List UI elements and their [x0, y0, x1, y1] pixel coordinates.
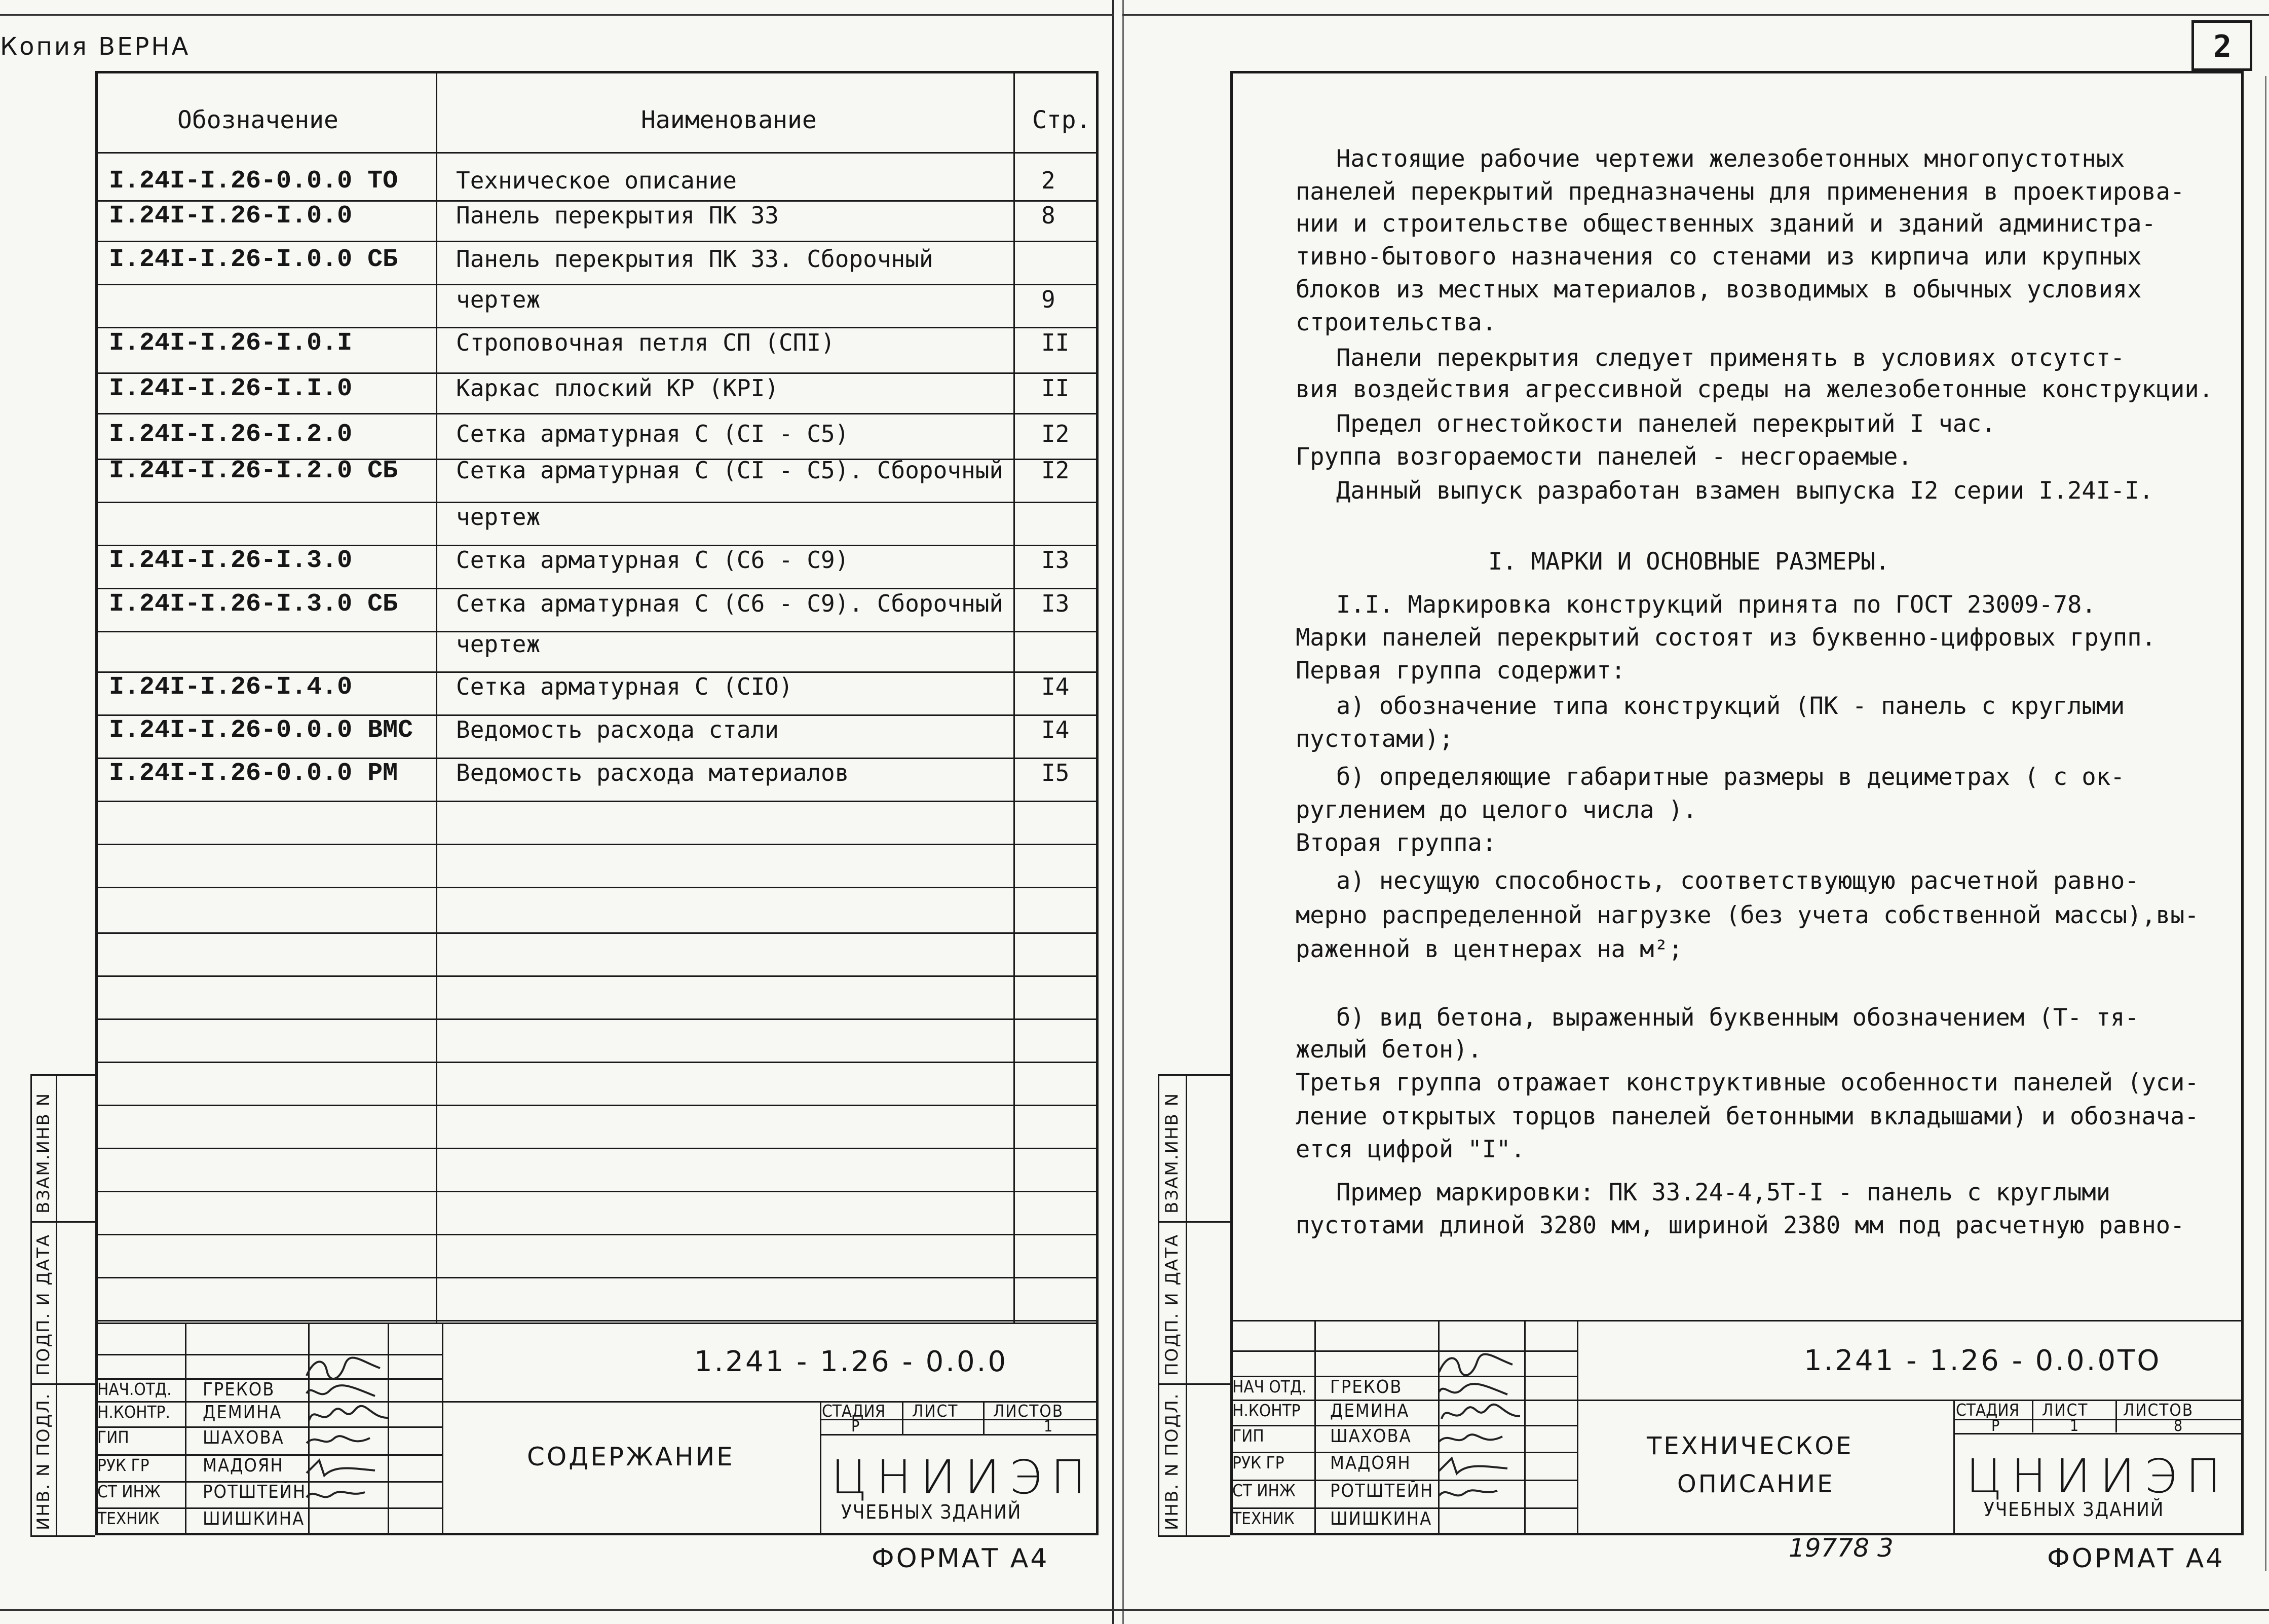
- body-line: Третья группа отражает конструктивные особенности панелей (уси-: [1296, 1069, 2199, 1097]
- row-code: I.24I-I.26-I.4.0: [109, 673, 353, 702]
- table-rule: [95, 241, 1099, 242]
- signature: [1436, 1426, 1523, 1454]
- right-page-top-edge: [1122, 14, 2269, 16]
- row-page: 2: [1041, 167, 1055, 194]
- r-side-strip-line-1: [1158, 1074, 1159, 1535]
- format-label-right: ФОРМАТ А4: [2047, 1543, 2225, 1574]
- r-side-label-3: ИНВ. N ПОДЛ.: [1162, 1392, 1182, 1530]
- role-label: РУК ГР: [97, 1455, 149, 1475]
- signature: [1436, 1453, 1523, 1481]
- rtb-h1: [1230, 1350, 1577, 1352]
- left-col-line-2: [1013, 71, 1015, 1323]
- copy-stamp: Копия ВЕРНА: [0, 32, 191, 61]
- person-name: МАДОЯН: [1330, 1453, 1411, 1474]
- table-rule: [95, 588, 1099, 589]
- table-rule: [95, 413, 1099, 414]
- row-code: I.24I-I.26-I.3.0 СБ: [109, 590, 398, 619]
- table-rule: [95, 1191, 1099, 1192]
- org-name-right: ЦНИИЭП: [1966, 1449, 2230, 1503]
- role-label: НАЧ ОТД.: [1232, 1377, 1307, 1396]
- table-rule: [95, 502, 1099, 503]
- person-name: ШАХОВА: [1330, 1426, 1412, 1447]
- table-rule: [95, 932, 1099, 934]
- signature: [1436, 1401, 1523, 1429]
- signature: [304, 1482, 390, 1510]
- row-code: I.24I-I.26-I.0.0: [109, 202, 353, 231]
- role-label: ТЕХНИК: [1232, 1508, 1295, 1528]
- body-line: Вторая группа:: [1296, 829, 1497, 857]
- body-line: руглением до целого числа ).: [1296, 796, 1697, 824]
- rtb-v1: [1314, 1320, 1316, 1535]
- rtb-v7: [2115, 1400, 2117, 1432]
- table-rule: [95, 327, 1099, 328]
- sheets-value-right: 8: [2174, 1417, 2184, 1435]
- side-strip-bottom: [30, 1535, 95, 1537]
- tb-v5: [820, 1401, 821, 1535]
- r-side-label-2: ПОДП. И ДАТА: [1162, 1233, 1182, 1376]
- body-line: Пример маркировки: ПК 33.24-4,5Т-I - панель с круглыми: [1336, 1179, 2111, 1206]
- body-line: тивно-бытового назначения со стенами из кирпича или крупных: [1296, 243, 2142, 271]
- sheet-title-line2: ОПИСАНИЕ: [1677, 1470, 1835, 1498]
- org-name: ЦНИИЭП: [831, 1450, 1095, 1504]
- tb-v6: [902, 1401, 903, 1434]
- row-code: I.24I-I.26-0.0.0 ВМС: [109, 716, 413, 745]
- body-line: I. МАРКИ И ОСНОВНЫЕ РАЗМЕРЫ.: [1488, 548, 1890, 576]
- row-page: 8: [1041, 202, 1055, 229]
- table-rule: [95, 152, 1099, 154]
- sheet-label-right: ЛИСТ: [2042, 1400, 2089, 1420]
- side-strip-line-2: [56, 1074, 57, 1535]
- rtb-top: [1230, 1320, 2244, 1321]
- table-rule: [95, 887, 1099, 888]
- body-line: ется цифрой "I".: [1296, 1136, 1525, 1163]
- body-line: блоков из местных материалов, возводимых в обычных условиях: [1296, 276, 2142, 304]
- table-rule: [95, 975, 1099, 977]
- row-page: I5: [1041, 759, 1070, 786]
- body-line: раженной в центнерах на м²;: [1296, 935, 1683, 963]
- page-divider-2: [1122, 0, 1124, 1624]
- right-margin-edge: [2265, 76, 2266, 1571]
- body-line: панелей перекрытий предназначены для применения в проектирова-: [1296, 178, 2185, 206]
- row-name: Сетка арматурная С (С6 - С9). Сборочный: [456, 590, 1004, 617]
- role-label: Н.КОНТР: [1232, 1401, 1301, 1420]
- person-name: ШИШКИНА: [1330, 1508, 1432, 1529]
- row-name: Каркас плоский КР (КРI): [456, 374, 779, 402]
- body-line: ление открытых торцов панелей бетонными вкладышами) и обознача-: [1296, 1103, 2199, 1130]
- row-page: II: [1041, 329, 1070, 356]
- person-name: ШИШКИНА: [203, 1508, 305, 1529]
- role-label: ГИП: [1232, 1426, 1264, 1446]
- tb-v4: [442, 1323, 443, 1535]
- role-label: РУК ГР: [1232, 1453, 1284, 1472]
- designation-right: 1.241 - 1.26 - 0.0.0ТО: [1804, 1344, 2162, 1377]
- row-name: Ведомость расхода стали: [456, 716, 779, 743]
- row-name: Сетка арматурная С (С6 - С9): [456, 546, 849, 574]
- body-line: строительства.: [1296, 309, 1497, 336]
- tb-h9: [820, 1434, 1099, 1436]
- body-line: Настоящие рабочие чертежи железобетонных многопустотных: [1336, 145, 2125, 173]
- body-line: Данный выпуск разработан взамен выпуска I2 серии I.24I-I.: [1336, 477, 2153, 505]
- row-name: Панель перекрытия ПК 33: [456, 202, 779, 229]
- rtb-v3: [1524, 1320, 1526, 1535]
- row-name: Сетка арматурная С (СI - С5). Сборочный: [456, 457, 1004, 484]
- signature: [1436, 1481, 1523, 1508]
- stage-value: Р: [851, 1418, 861, 1436]
- r-side-strip-h1: [1158, 1221, 1230, 1223]
- row-name: чертеж: [456, 503, 541, 531]
- person-name: МАДОЯН: [203, 1455, 284, 1476]
- table-rule: [95, 1234, 1099, 1235]
- side-strip-h2: [30, 1383, 95, 1385]
- person-name: ГРЕКОВ: [203, 1379, 275, 1400]
- format-label: ФОРМАТ А4: [872, 1543, 1049, 1574]
- body-line: б) вид бетона, выраженный буквенным обозначением (Т- тя-: [1336, 1004, 2139, 1032]
- table-rule: [95, 801, 1099, 802]
- signature: [1436, 1352, 1523, 1380]
- role-label: СТ ИНЖ: [1232, 1481, 1296, 1500]
- row-page: I3: [1041, 590, 1070, 617]
- sheet-title-line1: ТЕХНИЧЕСКОЕ: [1647, 1432, 1854, 1460]
- page-number: 2: [2213, 29, 2232, 64]
- r-side-label-1: ВЗАМ.ИНВ N: [1162, 1092, 1182, 1214]
- sheet-value: 1: [1044, 1418, 1054, 1436]
- table-rule: [95, 1148, 1099, 1149]
- row-page: II: [1041, 374, 1070, 402]
- role-label: ТЕХНИК: [97, 1508, 160, 1528]
- row-name: Сетка арматурная С (СI - С5): [456, 420, 849, 447]
- signature: [1436, 1377, 1523, 1405]
- row-page: I3: [1041, 546, 1070, 574]
- archive-number: 19778 3: [1789, 1533, 1894, 1563]
- header-code: Обозначение: [177, 106, 338, 134]
- rtb-v4: [1577, 1320, 1578, 1535]
- body-line: Первая группа содержит:: [1296, 657, 1625, 685]
- row-code: I.24I-I.26-I.2.0 СБ: [109, 457, 398, 485]
- body-line: мерно распределенной нагрузке (без учета собственной массы),вы-: [1296, 901, 2199, 929]
- sheets-label-right: ЛИСТОВ: [2123, 1400, 2194, 1420]
- row-code: I.24I-I.26-I.2.0: [109, 420, 353, 449]
- person-name: ДЕМИНА: [203, 1402, 282, 1423]
- row-name: Панель перекрытия ПК 33. Сборочный: [456, 245, 933, 273]
- sheet-title: СОДЕРЖАНИЕ: [527, 1442, 735, 1471]
- body-line: а) несущую способность, соответствующую расчетной равно-: [1336, 867, 2139, 895]
- side-strip-top: [30, 1074, 95, 1076]
- row-name: Строповочная петля СП (СПI): [456, 329, 835, 356]
- row-name: чертеж: [456, 286, 541, 313]
- side-strip-line-1: [30, 1074, 32, 1535]
- r-side-strip-bottom: [1158, 1535, 1230, 1537]
- body-line: Группа возгораемости панелей - несгораемые.: [1296, 443, 1912, 471]
- row-name: Сетка арматурная С (СIО): [456, 673, 793, 700]
- tb-v7: [983, 1401, 985, 1434]
- side-label-2: ПОДП. И ДАТА: [33, 1233, 54, 1376]
- header-page: Стр.: [1032, 106, 1091, 134]
- body-line: Марки панелей перекрытий состоят из буквенно-цифровых групп.: [1296, 624, 2156, 652]
- r-side-strip-h2: [1158, 1383, 1230, 1385]
- org-subtitle-right: УЧЕБНЫХ ЗДАНИЙ: [1984, 1498, 2165, 1521]
- sheet-label: ЛИСТ: [912, 1401, 959, 1421]
- table-rule: [95, 372, 1099, 374]
- table-rule: [95, 844, 1099, 845]
- left-frame: [95, 71, 1099, 1535]
- table-rule: [95, 1277, 1099, 1278]
- table-rule: [95, 1018, 1099, 1020]
- body-line: б) определяющие габаритные размеры в дециметрах ( с ок-: [1336, 763, 2125, 791]
- stage-label-right: СТАДИЯ: [1956, 1400, 2020, 1420]
- table-rule: [95, 1062, 1099, 1063]
- body-line: Панели перекрытия следует применять в условиях отсутст-: [1336, 344, 2125, 372]
- role-label: ГИП: [97, 1427, 129, 1447]
- sheet-value-right: 1: [2070, 1417, 2080, 1435]
- row-code: I.24I-I.26-0.0.0 ТО: [109, 167, 398, 196]
- row-page: I4: [1041, 716, 1070, 743]
- row-code: I.24I-I.26-I.3.0: [109, 546, 353, 575]
- page-divider: [1112, 0, 1114, 1624]
- row-code: I.24I-I.26-0.0.0 РМ: [109, 759, 398, 788]
- tb-top: [95, 1323, 1099, 1324]
- table-rule: [95, 1320, 1099, 1321]
- row-code: I.24I-I.26-I.I.0: [109, 374, 353, 403]
- org-subtitle: УЧЕБНЫХ ЗДАНИЙ: [841, 1501, 1022, 1523]
- body-line: а) обозначение типа конструкций (ПК - панель с круглыми: [1336, 692, 2125, 720]
- person-name: ДЕМИНА: [1330, 1401, 1410, 1421]
- role-label: НАЧ.ОТД.: [97, 1379, 172, 1399]
- body-line: Предел огнестойкости панелей перекрытий I час.: [1336, 410, 1996, 438]
- table-rule: [95, 631, 1099, 632]
- side-label-1: ВЗАМ.ИНВ N: [33, 1092, 54, 1214]
- table-rule: [95, 284, 1099, 285]
- row-code: I.24I-I.26-I.0.I: [109, 329, 353, 358]
- body-line: желый бетон).: [1296, 1036, 1482, 1064]
- stage-label: СТАДИЯ: [822, 1401, 886, 1421]
- person-name: РОТШТЕЙН: [1330, 1481, 1434, 1501]
- person-name: РОТШТЕЙН: [203, 1482, 307, 1502]
- signature: [304, 1428, 390, 1456]
- left-page-top-edge: [0, 14, 1114, 16]
- row-code: I.24I-I.26-I.0.0 СБ: [109, 245, 398, 274]
- sheets-label: ЛИСТОВ: [993, 1401, 1064, 1421]
- signature: [304, 1455, 390, 1483]
- row-name: чертеж: [456, 630, 541, 658]
- left-col-line-1: [436, 71, 437, 1323]
- person-name: ГРЕКОВ: [1330, 1377, 1403, 1398]
- row-name: Ведомость расхода материалов: [456, 759, 849, 786]
- person-name: ШАХОВА: [203, 1427, 284, 1448]
- stage-value-right: Р: [1991, 1417, 2001, 1435]
- signature: [304, 1403, 390, 1430]
- signature: [304, 1378, 390, 1406]
- r-side-strip-top: [1158, 1074, 1230, 1076]
- role-label: Н.КОНТР.: [97, 1402, 170, 1422]
- header-name: Наименование: [641, 106, 817, 134]
- table-rule: [95, 1105, 1099, 1106]
- bottom-edge: [0, 1609, 2269, 1611]
- row-page: 9: [1041, 286, 1055, 313]
- role-label: СТ ИНЖ: [97, 1482, 161, 1501]
- row-page: I4: [1041, 673, 1070, 700]
- body-line: I.I. Маркировка конструкций принята по ГОСТ 23009-78.: [1336, 591, 2096, 619]
- body-line: нии и строительстве общественных зданий и зданий администра-: [1296, 210, 2156, 238]
- row-name: Техническое описание: [456, 167, 737, 194]
- designation: 1.241 - 1.26 - 0.0.0: [694, 1345, 1008, 1378]
- body-line: пустотами длиной 3280 мм, шириной 2380 мм под расчетную равно-: [1296, 1212, 2185, 1239]
- body-line: вия воздействия агрессивной среды на железобетонные конструкции.: [1296, 375, 2213, 403]
- row-page: I2: [1041, 420, 1070, 447]
- r-side-strip-line-2: [1186, 1074, 1187, 1535]
- rtb-v6: [2032, 1400, 2033, 1432]
- side-strip-h1: [30, 1221, 95, 1223]
- body-line: пустотами);: [1296, 725, 1454, 753]
- side-label-3: ИНВ. N ПОДЛ.: [33, 1392, 54, 1530]
- row-page: I2: [1041, 457, 1070, 484]
